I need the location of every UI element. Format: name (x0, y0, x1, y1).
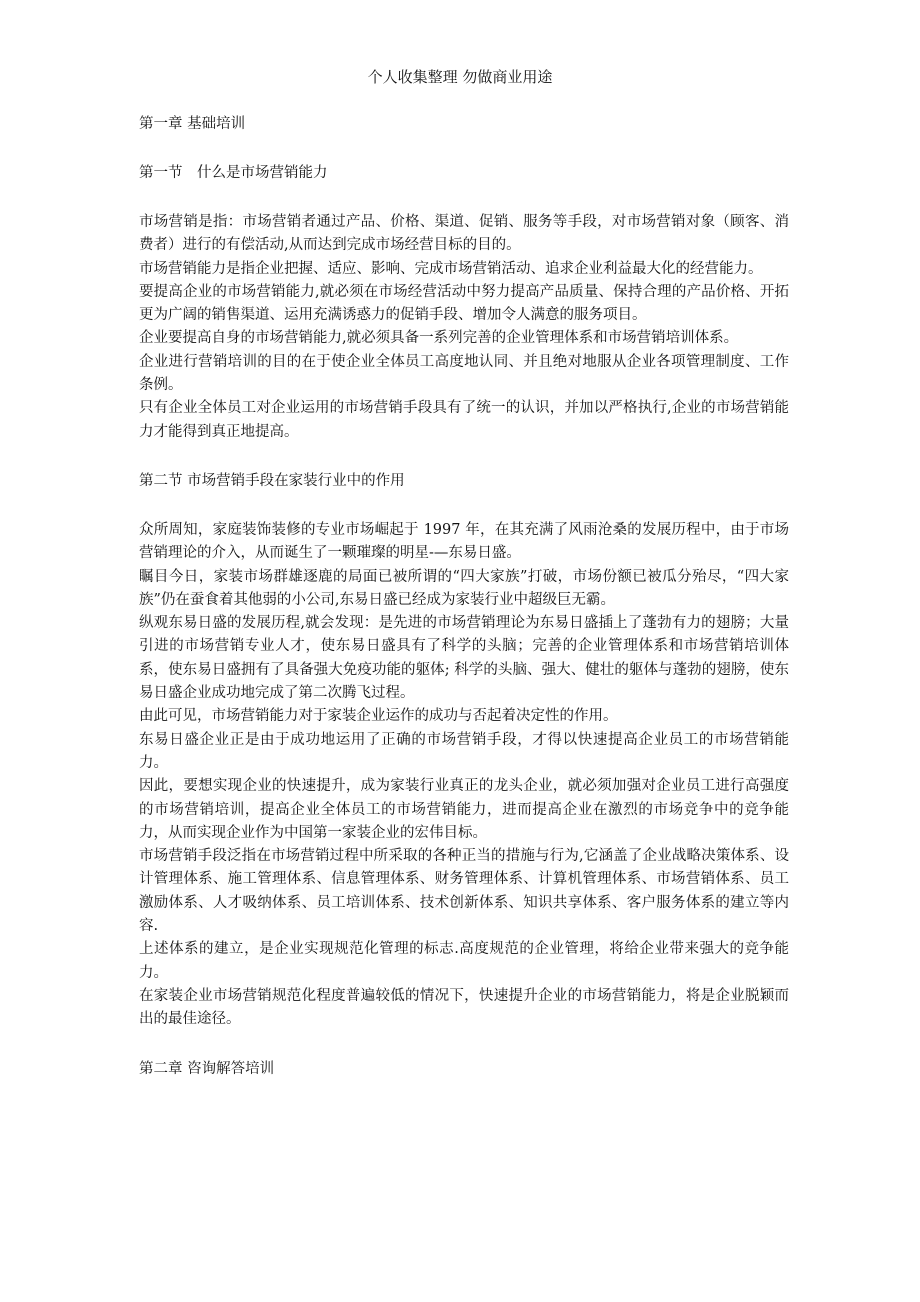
document-body (139, 113, 789, 1081)
paragraph: 市场营销手段泛指在市场营销过程中所采取的各种正当的措施与行为,它涵盖了企业战略决策体系、设计管理体系、施工管理体系、信息管理体系、财务管理体系、计算机管理体系、市场营销体系、员工激励体系、人才吸纳体系、员工培训体系、技术创新体系、知识共享体系、客户服务体系的建立等内容. (139, 848, 789, 935)
paragraph: 只有企业全体员工对企业运用的市场营销手段具有了统一的认识，并加以严格执行,企业的市场营销能力才能得到真正地提高。 (139, 400, 789, 440)
paragraph: 众所周知，家庭装饰装修的专业市场崛起于 1997 年，在其充满了风雨沧桑的发展历程中，由于市场营销理论的介入，从而诞生了一颗璀璨的明星-—东易日盛。 (139, 521, 789, 562)
paragraph: 要提高企业的市场营销能力,就必须在市场经营活动中努力提高产品质量、保持合理的产品价格、开拓更为广阔的销售渠道、运用充满诱惑力的促销手段、增加令人满意的服务项目。 (139, 283, 789, 324)
section-1-title: 第一节 什么是市场营销能力 (139, 165, 328, 181)
paragraph: 企业进行营销培训的目的在于使企业全体员工高度地认同、并且绝对地服从企业各项管理制度、工作条例。 (139, 353, 789, 394)
paragraph: 纵观东易日盛的发展历程,就会发现：是先进的市场营销理论为东易日盛插上了蓬勃有力的翅膀；大量引进的市场营销专业人才，使东易日盛具有了科学的头脑；完善的企业管理体系和市场营销培训体系，使东易日盛拥有了具备强大免疫功能的躯体; 科学的头脑、强大、健壮的躯体与蓬勃的翅膀，使东易日盛企业成功地完成了第二次腾飞过程。 (139, 615, 789, 702)
paragraph: 市场营销是指：市场营销者通过产品、价格、渠道、促销、服务等手段，对市场营销对象（顾客、消费者）进行的有偿活动,从而达到完成市场经营目标的目的。 (139, 214, 789, 254)
page-header: 个人收集整理 勿做商业用途 (367, 68, 553, 86)
paragraph: 市场营销能力是指企业把握、适应、影响、完成市场营销活动、追求企业利益最大化的经营能力。 (139, 260, 763, 277)
section-2-title: 第二节 市场营销手段在家装行业中的作用 (139, 472, 405, 489)
paragraph: 在家装企业市场营销规范化程度普遍较低的情况下，快速提升企业的市场营销能力，将是企业脱颖而出的最佳途径。 (139, 987, 789, 1028)
paragraph: 上述体系的建立，是企业实现规范化管理的标志.高度规范的企业管理，将给企业带来强大的竞争能力。 (139, 941, 789, 981)
paragraph: 因此，要想实现企业的快速提升，成为家装行业真正的龙头企业，就必须加强对企业员工进行高强度的市场营销培训，提高企业全体员工的市场营销能力，进而提高企业在激烈的市场竞争中的竞争能力，从而实现企业作为中国第一家装企业的宏伟目标。 (139, 778, 789, 841)
chapter-1-title: 第一章 基础培训 (139, 116, 246, 132)
section-2-body (139, 519, 789, 1032)
paragraph: 由此可见，市场营销能力对于家装企业运作的成功与否起着决定性的作用。 (139, 708, 618, 725)
paragraph: 企业要提高自身的市场营销能力,就必须具备一系列完善的企业管理体系和市场营销培训体系。 (139, 330, 739, 347)
paragraph: 瞩目今日，家装市场群雄逐鹿的局面已被所谓的“四大家族”打破，市场份额已被瓜分殆尽，“四大家族”仍在蚕食着其他弱的小公司,东易日盛已经成为家装行业中超级巨无霸。 (139, 568, 789, 608)
section-1-body (139, 211, 789, 444)
chapter-2-title: 第二章 咨询解答培训 (139, 1060, 275, 1077)
paragraph: 东易日盛企业正是由于成功地运用了正确的市场营销手段，才得以快速提高企业员工的市场营销能力。 (139, 731, 789, 771)
